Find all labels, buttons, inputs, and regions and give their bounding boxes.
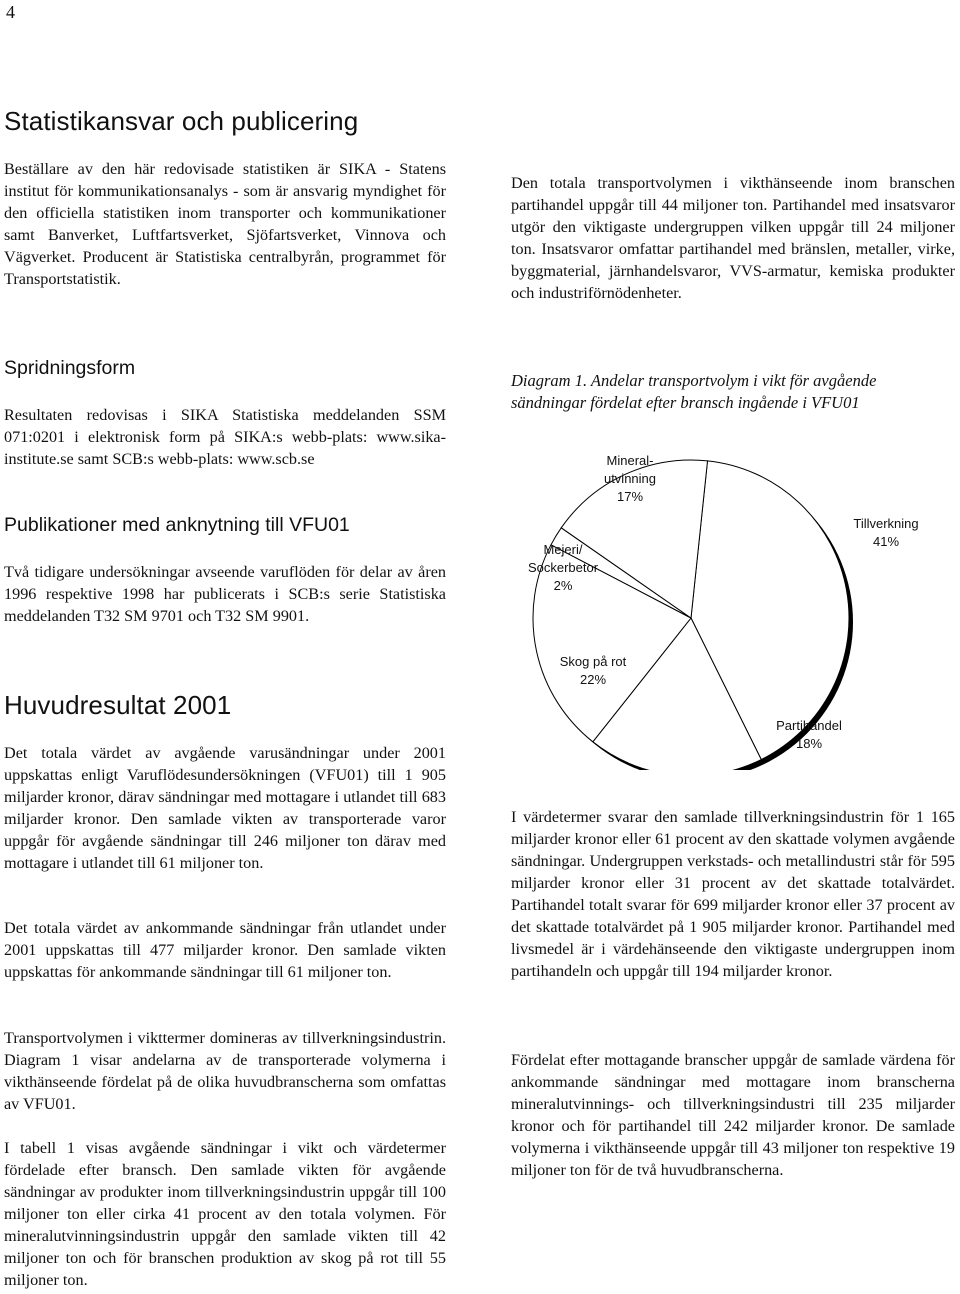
- heading-publikationer: Publikationer med anknytning till VFU01: [4, 514, 350, 536]
- pie-label-0: Tillverkning: [853, 516, 919, 531]
- pie-label-pct-4: 17%: [616, 489, 644, 504]
- paragraph-huvudresultat-4: I tabell 1 visas avgående sändningar i vikt och värdetermer fördelade efter bransch. Den samlade vikten för avgående sändningar av produkter inom tillverkningsindustrin uppgår till 100 miljoner ton eller cirka 41 procent av den totala volymen. För mineralutvinningsindustrin uppgår den samlade vikten till 42 miljoner ton och för branschen produktion av skog på rot till 55 miljoner ton.: [4, 1139, 446, 1289]
- paragraph-vardetermer: I värdetermer svarar den samlade tillverkningsindustrin för 1 165 miljarder kronor eller 61 procent av den skattade volymen avgående sändningar. Undergruppen verkstads- och metallindustri står för 595 miljarder kronor eller 31 procent av det skattade totalvärdet. Partihandel totalt svarar för 699 miljarder kronor eller 37 procent av det skattade totalvärdet på 1 905 miljarder kronor. Partihandel med livsmedel är i värdehänseende den viktigaste undergruppen inom partihandeln och uppgår till 194 miljarder kronor.: [511, 808, 955, 980]
- heading-statistikansvar: Statistikansvar och publicering: [4, 106, 359, 136]
- paragraph-huvudresultat-1: Det totala värdet av avgående varusändningar under 2001 uppskattas enligt Varuflödesundersökningen (VFU01) till 1 905 miljarder kronor, därav sändningar med mottagare i utlandet till 683 miljarder kronor. Den samlade vikten av transporterade varor uppgår för avgående sändningar till 246 miljoner ton därav med mottagare i utlandet till 61 miljoner ton.: [4, 744, 446, 872]
- heading-spridningsform: Spridningsform: [4, 357, 136, 379]
- pie-label-2: Skog på rot: [559, 654, 627, 669]
- paragraph-huvudresultat-3: Transportvolymen i vikttermer domineras av tillverkningsindustrin. Diagram 1 visar andelarna av de transporterade volymerna i vikthänseende fördelat på de olika huvudbranscherna som omfattas av VFU01.: [4, 1029, 446, 1113]
- pie-label-3: Sockerbetor: [527, 560, 599, 575]
- pie-label-pct-2: 22%: [579, 672, 607, 687]
- paragraph-statistikansvar: Beställare av den här redovisade statistiken är SIKA - Statens institut för kommunikationsanalys - som är ansvarig myndighet för den officiella statistiken inom transporter och kommunikationer samt Banverket, Luftfartsverket, Sjöfartsverket, Vinnova och Vägverket. Producent är Statistiska centralbyrån, programmet för Transportstatistik.: [4, 160, 446, 288]
- heading-huvudresultat: Huvudresultat 2001: [4, 690, 232, 720]
- pie-label-pct-3: 2%: [553, 578, 573, 593]
- paragraph-spridningsform: Resultaten redovisas i SIKA Statistiska meddelanden SSM 071:0201 i elektronisk form på SIKA:s webb-plats: www.sika-institute.se samt SCB:s webb-plats: www.scb.se: [4, 406, 446, 468]
- paragraph-mottagande: Fördelat efter mottagande branscher uppgår de samlade värdena för ankommande sändningar med mottagare inom branscherna mineralutvinnings- och tillverkningsindustri till 235 miljarder kronor och för partihandel till 242 miljarder kronor. De samlade volymerna i vikthänseende uppgår till 43 miljoner ton respektive 19 miljoner ton för de två huvudbranscherna.: [511, 1051, 955, 1179]
- pie-label-1: Partihandel: [776, 718, 842, 733]
- pie-label-4: utvinning: [603, 471, 657, 486]
- paragraph-publikationer: Två tidigare undersökningar avseende varuflöden för delar av åren 1996 respektive 1998 har publicerats i SCB:s serie Statistiska meddelanden T32 SM 9701 och T32 SM 9901.: [4, 563, 446, 625]
- paragraph-partihandel: Den totala transportvolymen i vikthänseende inom branschen partihandel uppgår till 44 miljoner ton. Partihandel med insatsvaror utgör den viktigaste undergruppen vilken uppgår till 24 miljoner ton. Insatsvaror omfattar partihandel med bränslen, metaller, virke, byggmaterial, järnhandelsvaror, VVS-armatur, kemiska produkter och industriförnödenheter.: [511, 174, 955, 302]
- diagram-caption: Diagram 1. Andelar transportvolym i vikt för avgående sändningar fördelat efter bransch ingående i VFU01: [511, 371, 877, 412]
- pie-label-4: Mineral-: [606, 453, 654, 468]
- page-number: 4: [6, 2, 15, 22]
- paragraph-huvudresultat-2: Det totala värdet av ankommande sändningar från utlandet under 2001 uppskattas till 477 miljarder kronor. Den samlade vikten uppskattas för ankommande sändningar till 61 miljoner ton.: [4, 919, 446, 981]
- pie-label-3: Mejeri/: [543, 542, 583, 557]
- pie-chart: [505, 440, 960, 770]
- pie-label-pct-1: 18%: [795, 736, 823, 751]
- pie-label-pct-0: 41%: [872, 534, 900, 549]
